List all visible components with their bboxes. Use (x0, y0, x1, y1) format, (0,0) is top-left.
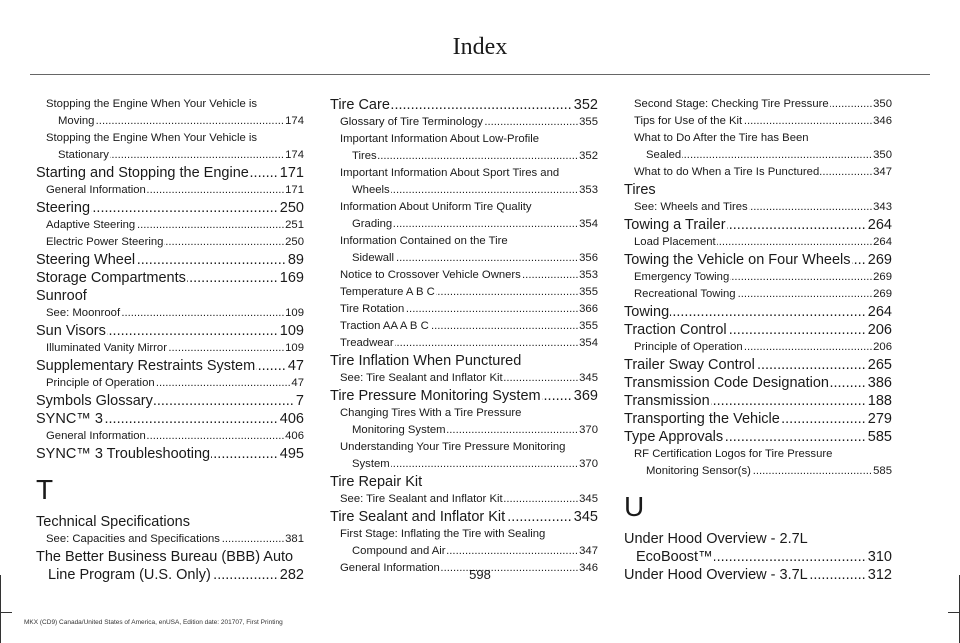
index-subentry (624, 199, 892, 216)
index-subentry (330, 439, 598, 473)
entry-text: Notice to Crossover Vehicle Owners (340, 269, 521, 281)
page-ref: 352 (578, 148, 598, 165)
index-heading: Tire Inflation When Punctured (330, 353, 522, 369)
entry-text: Steering Wheel (36, 252, 136, 268)
page-title: Index (452, 34, 508, 60)
entry-text: Wheels (352, 184, 390, 196)
page-ref: 251 (284, 217, 304, 234)
index-heading: Tire Repair Kit (330, 474, 423, 490)
entry-text: Treadwear (340, 337, 394, 349)
index-heading: Technical Specifications (36, 514, 190, 530)
page-number: 598 (469, 567, 491, 582)
page-ref: 310 (867, 549, 892, 565)
index-subentry (624, 164, 892, 181)
page-ref: 495 (279, 446, 304, 462)
entry-text: General Information (46, 184, 146, 196)
page-ref: 355 (578, 318, 598, 335)
index-subentry (36, 305, 304, 322)
entry-text: Trailer Sway Control (624, 357, 755, 373)
entry-text: Traction AA A B C (340, 320, 429, 332)
index-subentry (36, 340, 304, 357)
page-ref: 282 (279, 567, 304, 583)
entry-text: Information About Uniform Tire Quality (340, 201, 532, 213)
entry-text: Second Stage: Checking Tire Pressure (634, 98, 829, 110)
page-ref: 109 (284, 340, 304, 357)
entry-text: Glossary of Tire Terminology (340, 116, 483, 128)
index-heading: Sunroof (36, 288, 87, 304)
entry-text: See: Tire Sealant and Inflator Kit (340, 493, 503, 505)
entry-text: Information Contained on the Tire (340, 235, 508, 247)
entry-text: First Stage: Inflating the Tire with Sealing (340, 528, 546, 540)
index-subentry (36, 182, 304, 199)
index-subentry (330, 199, 598, 233)
page-ref: 169 (279, 270, 304, 286)
index-subentry (624, 286, 892, 303)
index-entry (36, 445, 304, 463)
page-ref: 47 (290, 375, 304, 392)
index-subentry (330, 335, 598, 352)
entry-text: See: Tire Sealant and Inflator Kit (340, 372, 503, 384)
entry-text: Tire Care (330, 97, 390, 113)
entry-text: Temperature A B C (340, 286, 435, 298)
entry-text: Changing Tires With a Tire Pressure (340, 407, 522, 419)
entry-text: Recreational Towing (634, 288, 736, 300)
page-ref: 343 (872, 199, 892, 216)
entry-text: The Better Business Bureau (BBB) Auto (36, 549, 294, 565)
page-ref: 279 (867, 411, 892, 427)
page-ref: 406 (284, 428, 304, 445)
page-ref: 585 (867, 429, 892, 445)
index-entry (36, 164, 304, 182)
crop-mark (948, 612, 960, 613)
index-entry (36, 392, 304, 410)
page-ref: 109 (279, 323, 304, 339)
section-letter: U (624, 491, 645, 522)
entry-text: Understanding Your Tire Pressure Monitoring (340, 441, 566, 453)
index-subentry (624, 269, 892, 286)
entry-text: System (352, 458, 390, 470)
page-ref: 386 (867, 375, 892, 391)
page-ref: 264 (872, 234, 892, 251)
index-subentry (330, 370, 598, 387)
entry-text: Electric Power Steering (46, 236, 164, 248)
page-ref: 353 (578, 182, 598, 199)
entry-text: Traction Control (624, 322, 727, 338)
index-entry (624, 356, 892, 374)
entry-text: Monitoring System (352, 424, 446, 436)
entry-text: Supplementary Restraints System (36, 358, 256, 374)
entry-text: Tire Sealant and Inflator Kit (330, 509, 506, 525)
index-subentry (330, 233, 598, 267)
index-entry (330, 96, 598, 114)
page-ref: 171 (279, 165, 304, 181)
index-subentry (330, 165, 598, 199)
page-ref: 370 (578, 422, 598, 439)
index-subentry (36, 217, 304, 234)
entry-text: What to do When a Tire Is Punctured (634, 166, 820, 178)
entry-text: Stationary (58, 149, 109, 161)
entry-text: Stopping the Engine When Your Vehicle is (46, 132, 258, 144)
entry-text: Principle of Operation (634, 341, 743, 353)
page-ref: 347 (872, 164, 892, 181)
page-ref: 366 (578, 301, 598, 318)
entry-text: Principle of Operation (46, 377, 155, 389)
index-subentry (624, 446, 892, 480)
entry-text: Important Information About Sport Tires and (340, 167, 560, 179)
entry-text: Moving (58, 115, 95, 127)
index-entry (330, 387, 598, 405)
index-subentry (330, 131, 598, 165)
entry-text: Type Approvals (624, 429, 724, 445)
index-entry (624, 374, 892, 392)
entry-text: Under Hood Overview - 3.7L (624, 567, 808, 583)
page-ref: 312 (867, 567, 892, 583)
page-ref: 7 (295, 393, 304, 409)
page-ref: 250 (279, 200, 304, 216)
index-subentry (624, 234, 892, 251)
crop-mark (0, 575, 1, 643)
page-ref: 109 (284, 305, 304, 322)
index-subentry (330, 318, 598, 335)
page-ref: 353 (578, 267, 598, 284)
index-entry (624, 303, 892, 321)
index-heading: Tires (624, 182, 656, 198)
index-subentry (330, 284, 598, 301)
index-column-2 (330, 96, 598, 577)
entry-text: Steering (36, 200, 91, 216)
entry-text: Sealed (646, 149, 682, 161)
entry-text: Emergency Towing (634, 271, 730, 283)
page-ref: 355 (578, 284, 598, 301)
page-ref: 356 (578, 250, 598, 267)
entry-text: See: Moonroof (46, 307, 121, 319)
page-ref: 206 (872, 339, 892, 356)
entry-text: Important Information About Low-Profile (340, 133, 540, 145)
entry-text: What to Do After the Tire has Been (634, 132, 809, 144)
entry-text: Grading (352, 218, 393, 230)
index-subentry (624, 339, 892, 356)
index-subentry (330, 526, 598, 560)
index-entry (624, 321, 892, 339)
entry-text: Adaptive Steering (46, 219, 136, 231)
index-entry (624, 410, 892, 428)
index-subentry (36, 96, 304, 130)
entry-text: Towing (624, 304, 670, 320)
entry-text: Tips for Use of the Kit (634, 115, 743, 127)
page-ref: 174 (284, 147, 304, 164)
index-column-3 (624, 96, 892, 584)
index-subentry (36, 234, 304, 251)
page-ref: 188 (867, 393, 892, 409)
page-ref: 250 (284, 234, 304, 251)
index-subentry (36, 375, 304, 392)
entry-text: Towing a Trailer (624, 217, 726, 233)
crop-mark (0, 612, 12, 613)
entry-text: See: Wheels and Tires (634, 201, 748, 213)
page-ref: 350 (872, 147, 892, 164)
page-ref: 369 (573, 388, 598, 404)
index-entry (624, 428, 892, 446)
index-subentry (330, 267, 598, 284)
title-divider (30, 74, 930, 75)
entry-text: SYNC™ 3 (36, 411, 103, 427)
entry-text: Symbols Glossary (36, 393, 153, 409)
page-ref: 47 (287, 358, 304, 374)
edition-footer: MKX (CD9) Canada/United States of America, enUSA, Edition date: 201707, First Printing (24, 619, 283, 626)
page-ref: 347 (578, 543, 598, 560)
entry-text: Storage Compartments (36, 270, 186, 286)
page-ref: 345 (578, 491, 598, 508)
index-column-1 (36, 96, 304, 584)
page-ref: 171 (284, 182, 304, 199)
entry-text: Transmission (624, 393, 710, 409)
entry-text: Under Hood Overview - 2.7L (624, 531, 808, 547)
entry-text: General Information (46, 430, 146, 442)
index-subentry (624, 130, 892, 164)
page-ref: 89 (287, 252, 304, 268)
page-ref: 350 (872, 96, 892, 113)
index-subentry (36, 531, 304, 548)
index-subentry (330, 405, 598, 439)
page-ref: 355 (578, 114, 598, 131)
page-ref: 206 (867, 322, 892, 338)
index-entry (624, 530, 892, 566)
entry-text: Tires (352, 150, 377, 162)
entry-text: Towing the Vehicle on Four Wheels (624, 252, 851, 268)
index-entry (36, 269, 304, 287)
entry-text: Starting and Stopping the Engine (36, 165, 249, 181)
index-entry (330, 508, 598, 526)
entry-text: Tire Pressure Monitoring System (330, 388, 541, 404)
page-ref: 264 (867, 217, 892, 233)
index-entry (624, 251, 892, 269)
index-entry (624, 392, 892, 410)
entry-text: Transmission Code Designation (624, 375, 829, 391)
index-entry (36, 199, 304, 217)
entry-text: Tire Rotation (340, 303, 405, 315)
index-subentry (330, 114, 598, 131)
entry-text: Monitoring Sensor(s) (646, 465, 751, 477)
page-ref: 585 (872, 463, 892, 480)
entry-text: General Information (340, 562, 440, 574)
entry-text: Illuminated Vanity Mirror (46, 342, 167, 354)
page-ref: 346 (578, 560, 598, 577)
page-ref: 264 (867, 304, 892, 320)
entry-text: Sidewall (352, 252, 395, 264)
entry-text: Line Program (U.S. Only) (48, 567, 211, 583)
index-subentry (330, 491, 598, 508)
index-entry (36, 251, 304, 269)
page-ref: 346 (872, 113, 892, 130)
index-entry (36, 357, 304, 375)
entry-text: Stopping the Engine When Your Vehicle is (46, 98, 258, 110)
section-letter: T (36, 474, 54, 505)
index-entry (36, 410, 304, 428)
page-ref: 345 (578, 370, 598, 387)
page-ref: 352 (573, 97, 598, 113)
entry-text: Sun Visors (36, 323, 106, 339)
index-subentry (36, 130, 304, 164)
index-subentry (624, 96, 892, 113)
page-ref: 174 (284, 113, 304, 130)
page-ref: 265 (867, 357, 892, 373)
page-ref: 269 (872, 286, 892, 303)
index-subentry (36, 428, 304, 445)
page-ref: 354 (578, 335, 598, 352)
entry-text: EcoBoost™ (636, 549, 713, 565)
index-entry (624, 216, 892, 234)
page-ref: 345 (573, 509, 598, 525)
page-ref: 269 (867, 252, 892, 268)
page-ref: 381 (284, 531, 304, 548)
page-ref: 406 (279, 411, 304, 427)
page-ref: 354 (578, 216, 598, 233)
index-entry (36, 322, 304, 340)
entry-text: Transporting the Vehicle (624, 411, 780, 427)
entry-text: See: Capacities and Specifications (46, 533, 220, 545)
page-ref: 269 (872, 269, 892, 286)
index-subentry (330, 301, 598, 318)
entry-text: SYNC™ 3 Troubleshooting (36, 446, 211, 462)
page-ref: 370 (578, 456, 598, 473)
entry-text: RF Certification Logos for Tire Pressure (634, 448, 833, 460)
entry-text: Load Placement (634, 236, 716, 248)
index-subentry (624, 113, 892, 130)
entry-text: Compound and Air (352, 545, 446, 557)
